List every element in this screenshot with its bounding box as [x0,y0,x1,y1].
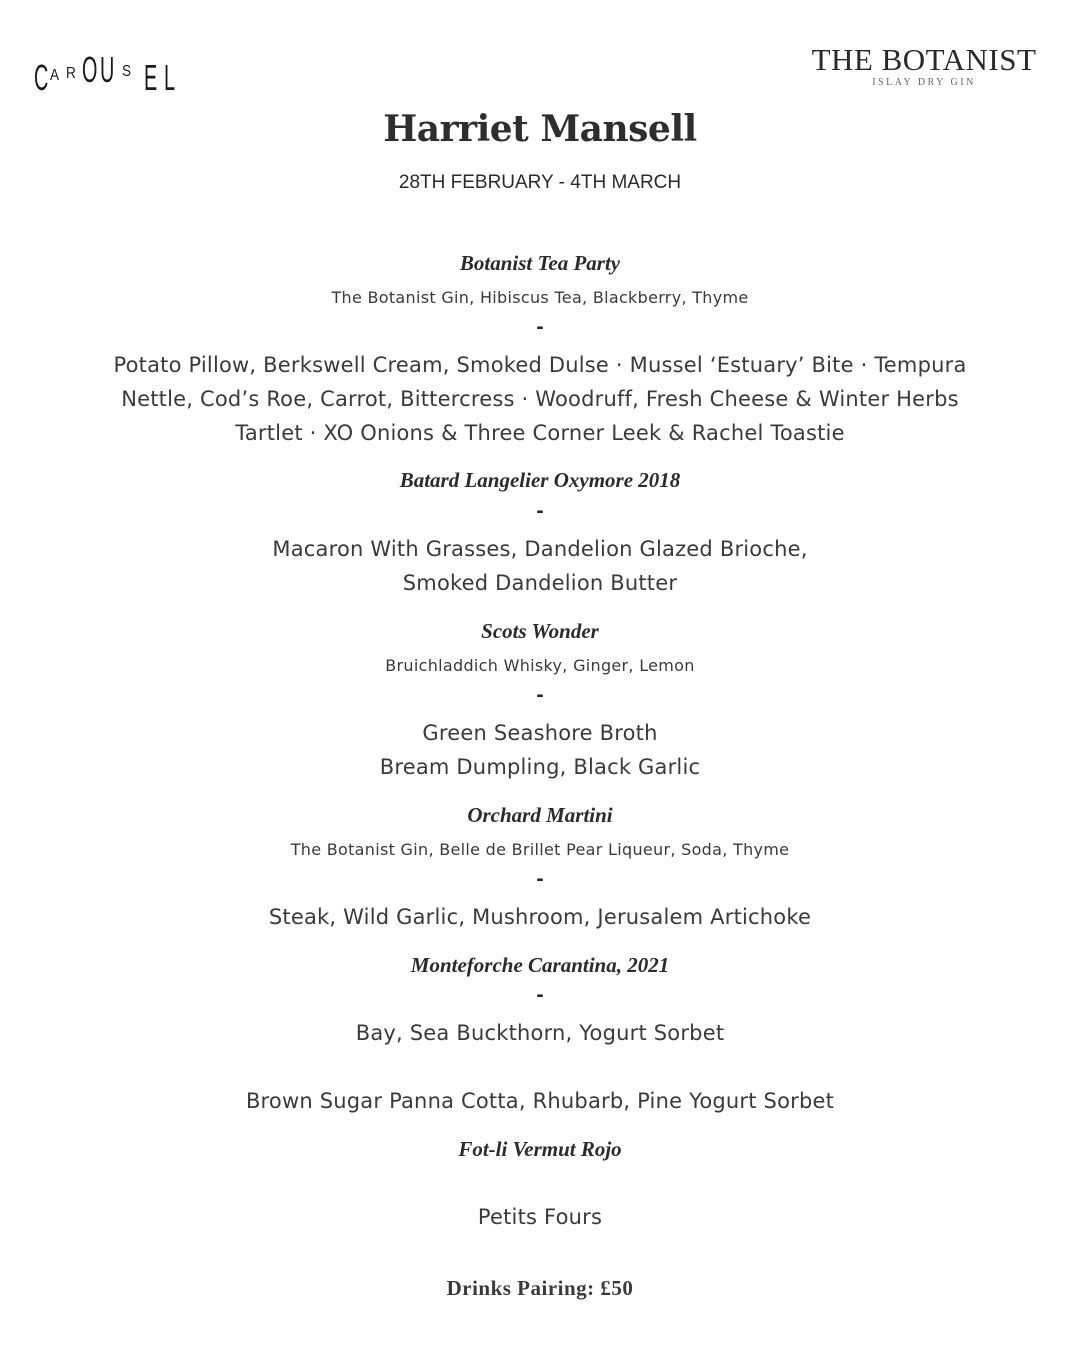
separator: - [536,317,544,338]
page-title: Harriet Mansell [383,108,697,150]
botanist-logo-tagline: ISLAY DRY GIN [872,77,976,88]
separator: - [536,501,544,522]
course-line: Brown Sugar Panna Cotta, Rhubarb, Pine Yogurt Sorbet [245,1089,835,1113]
course-line: Nettle, Cod’s Roe, Carrot, Bittercress · Woodruff, Fresh Cheese & Winter Herbs [121,387,959,411]
drink-ingredients: The Botanist Gin, Belle de Brillet Pear Liqueur, Soda, Thyme [290,840,790,859]
carousel-logo: C A R O U S E L [34,49,176,98]
separator: - [536,685,544,706]
course-line: Bream Dumpling, Black Garlic [379,755,701,779]
drinks-pairing-price: Drinks Pairing: £50 [446,1276,634,1300]
course-line: Petits Fours [477,1205,603,1229]
drink-ingredients: The Botanist Gin, Hibiscus Tea, Blackberry, Thyme [331,288,749,307]
drink-ingredients: Bruichladdich Whisky, Ginger, Lemon [385,656,695,675]
course-line: Smoked Dandelion Butter [402,571,678,595]
drink-name: Orchard Martini [467,803,613,827]
drink-name: Monteforche Carantina, 2021 [410,953,670,977]
drink-name: Fot-li Vermut Rojo [458,1137,622,1161]
separator: - [536,985,544,1006]
course-line: Potato Pillow, Berkswell Cream, Smoked Dulse · Mussel ‘Estuary’ Bite · Tempura [113,353,967,377]
course-line: Tartlet · XO Onions & Three Corner Leek & Rachel Toastie [235,421,845,445]
course-line: Green Seashore Broth [422,721,658,745]
botanist-logo [804,44,1044,88]
event-dates: 28TH FEBRUARY - 4TH MARCH [398,172,682,193]
separator: - [536,869,544,890]
course-line: Macaron With Grasses, Dandelion Glazed Brioche, [272,537,808,561]
drink-name: Botanist Tea Party [459,251,621,275]
drink-name: Batard Langelier Oxymore 2018 [399,468,681,492]
course-line: Bay, Sea Buckthorn, Yogurt Sorbet [355,1021,725,1045]
course-line: Steak, Wild Garlic, Mushroom, Jerusalem Artichoke [268,905,812,929]
botanist-logo-name: THE BOTANIST [811,42,1037,77]
drink-name: Scots Wonder [481,619,599,643]
